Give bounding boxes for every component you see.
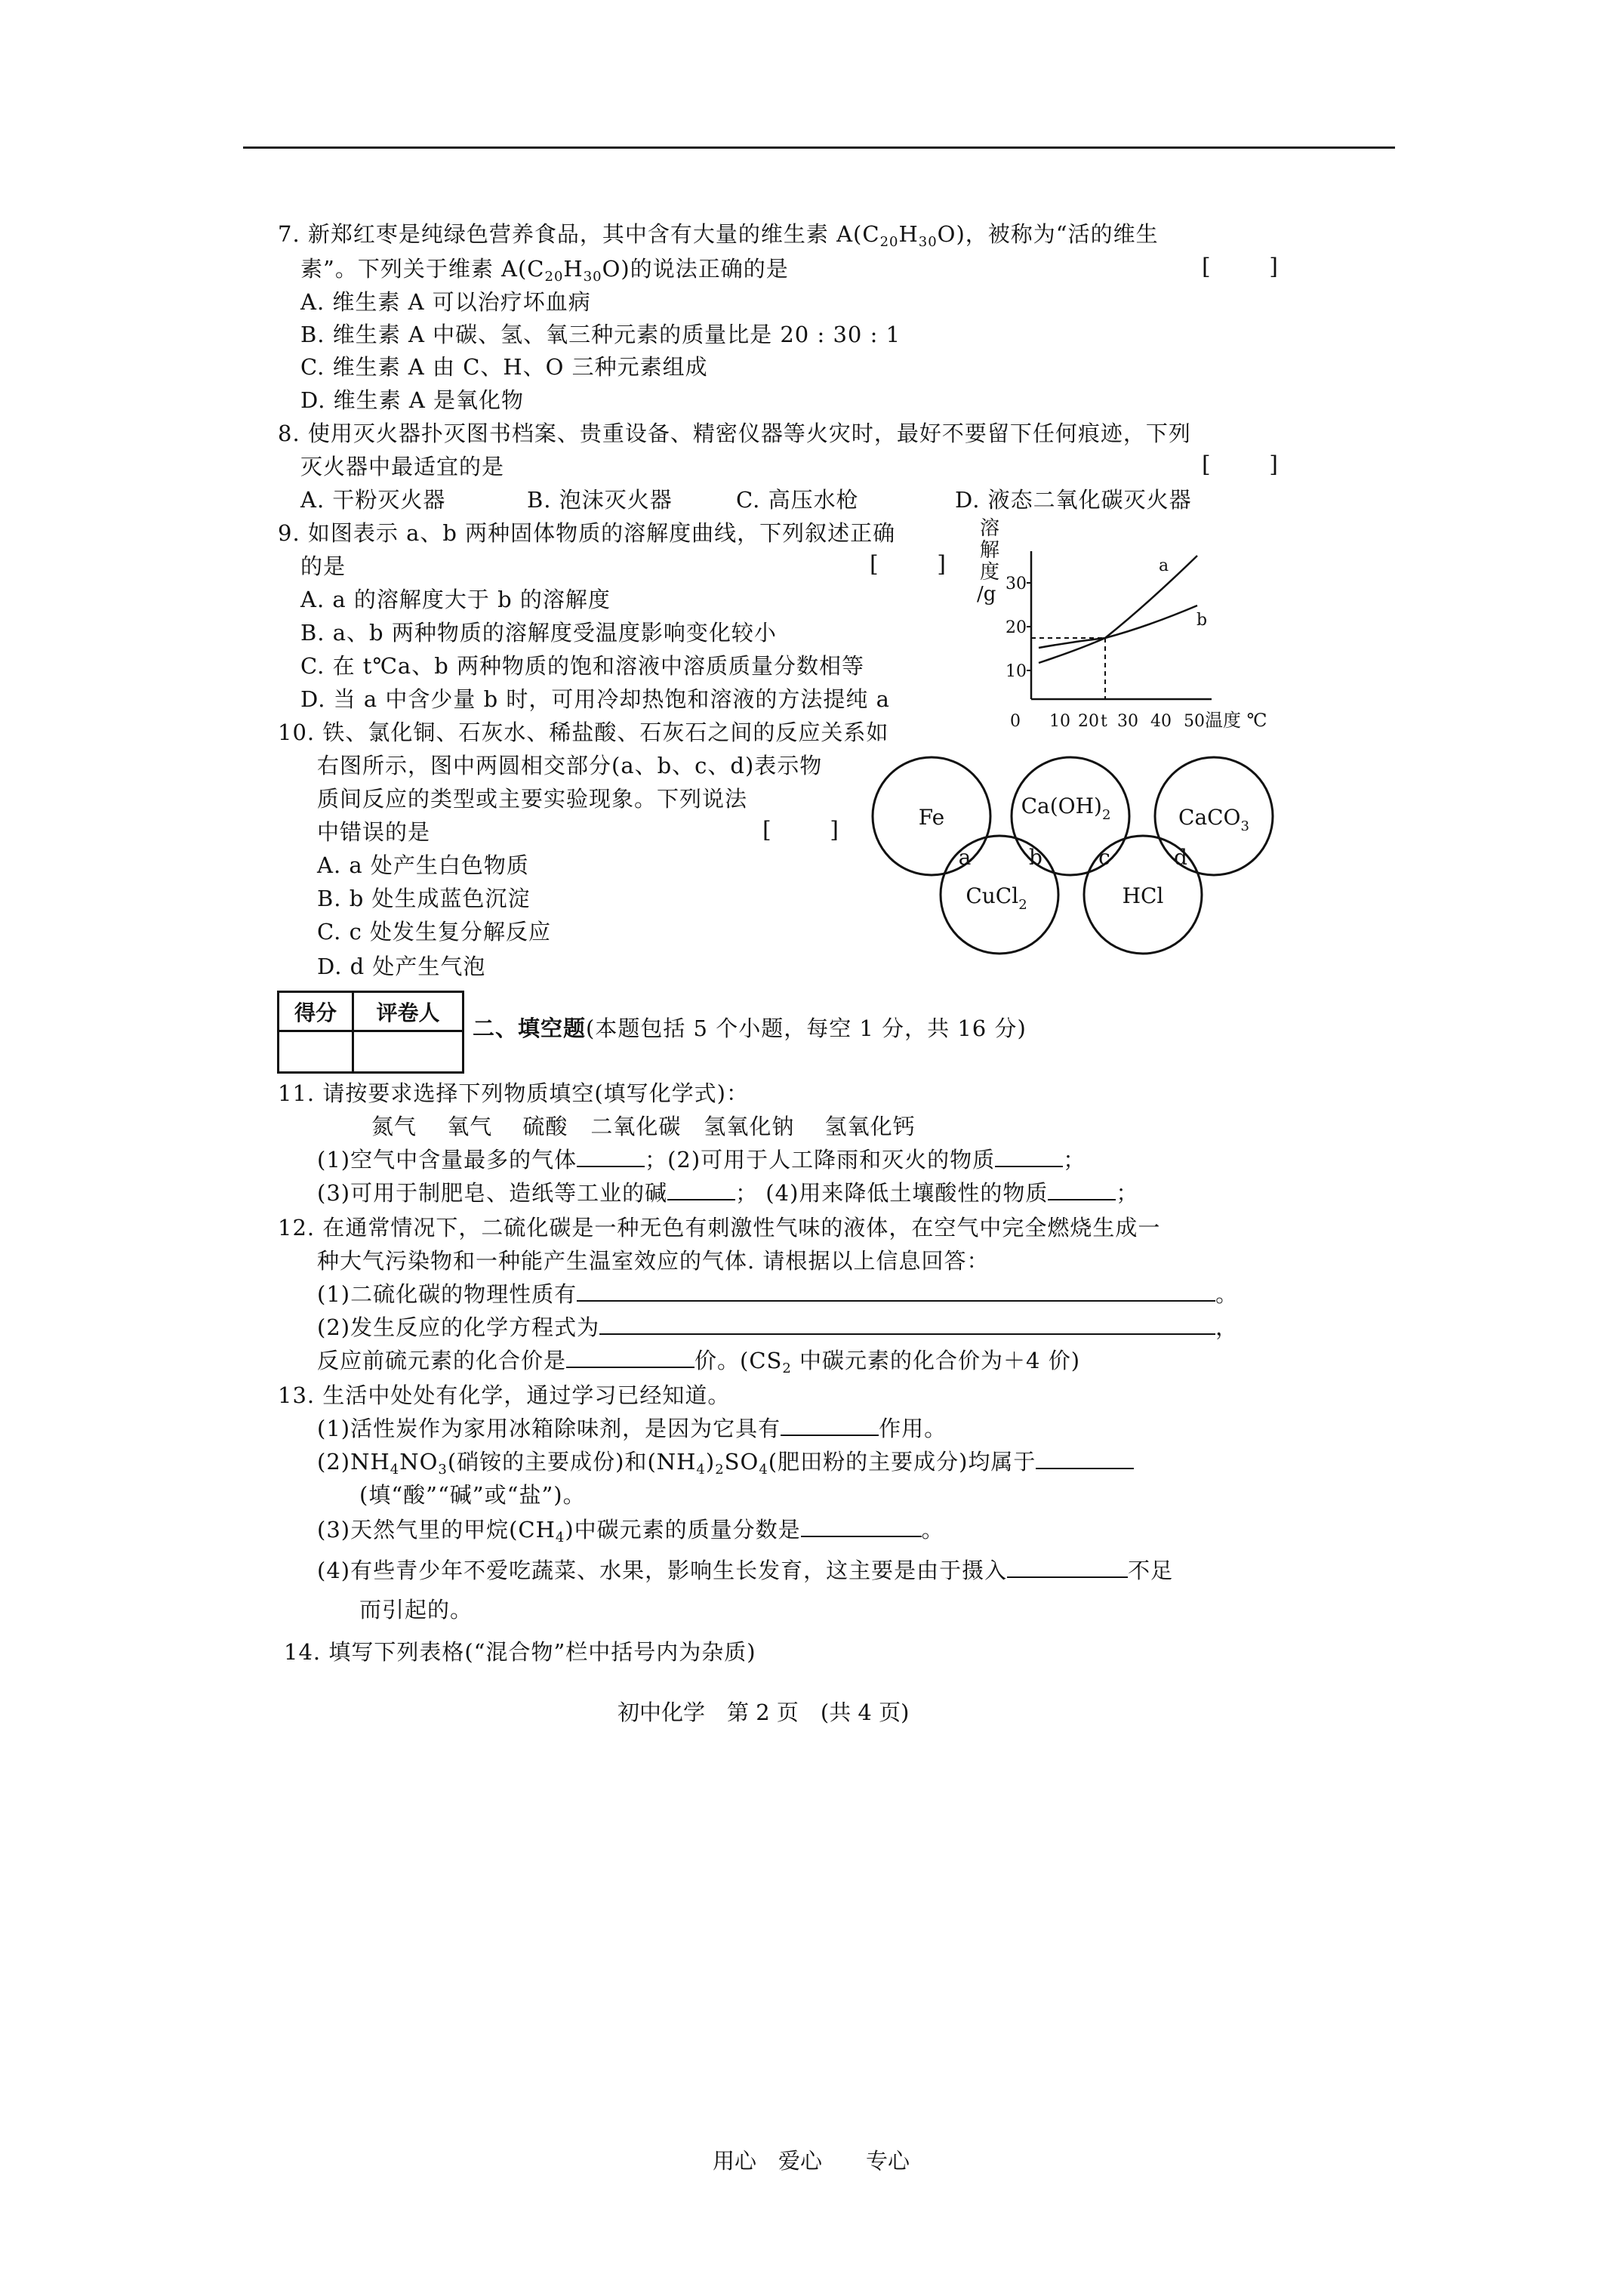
score-header: 得分 [279,992,353,1031]
q7-stem-line2: 素”。下列关于维素 $A(C_{20}H_{30}O)$的说法正确的是 [300,256,789,285]
q8-option-d: D. 液态二氧化碳灭火器 [955,487,1192,513]
label-region-b: b [1029,845,1042,870]
q13-stem: 13. 生活中处处有化学，通过学习已经知道。 [278,1382,731,1408]
graph-xtick-label: 40 [1150,712,1172,731]
graph-xtick-label: 50 [1184,712,1205,731]
q7-stem-line1: 7. 新郑红枣是纯绿色营养食品，其中含有大量的维生素 $A(C_{20}H_{30}O)$，被称为“活的维生 [278,221,1159,250]
q9-stem-line2: 的是 [300,553,346,579]
q13-line3: (填“酸”“碱”或“盐”)。 [359,1482,586,1508]
q7-option-b: B. 维生素 A 中碳、氢、氧三种元素的质量比是 20 : 30 : 1 [300,322,901,347]
q8-option-c: C. 高压水枪 [736,487,859,513]
q7-option-a: A. 维生素 A 可以治疗坏血病 [300,289,591,315]
q14-stem: 14. 填写下列表格(“混合物”栏中括号内为杂质) [284,1639,756,1665]
graph-curve-b-label: b [1196,611,1208,630]
label-cucl2: CuCl$_2$ [965,883,1027,913]
q10-answer-bracket[interactable]: [ ] [762,817,864,843]
q12-line3: 反应前硫元素的化合价是 价。($CS_2$ 中碳元素的化合价为＋4 价) [317,1348,1081,1376]
graph-xtick-label: 20 [1078,712,1099,731]
graph-ylabel-char-4: /g [977,583,996,606]
q13-line1: (1)活性炭作为家用冰箱除味剂，是因为它具有 作用。 [317,1416,947,1441]
q12-line2: (2)发生反应的化学方程式为 ， [317,1314,1239,1340]
q12-stem-line1: 12. 在通常情况下，二硫化碳是一种无色有刺激性气味的液体，在空气中完全燃烧生成一 [278,1215,1161,1240]
q9-option-d: D. 当 a 中含少量 b 时，可用冷却热饱和溶液的方法提纯 a [300,686,890,712]
q10-option-d: D. d 处产生气泡 [317,954,486,979]
q13-blank-3[interactable] [801,1518,922,1537]
score-box [277,991,464,1074]
q9-answer-bracket[interactable]: [ ] [870,551,972,578]
q8-answer-bracket[interactable]: [ ] [1202,451,1304,478]
q13-line5: (4)有些青少年不爱吃蔬菜、水果，影响生长发育，这主要是由于摄入 不足 [317,1558,1174,1583]
q13-blank-1[interactable] [781,1416,879,1436]
q7-option-d: D. 维生素 A 是氧化物 [300,387,525,413]
q10-stem-line3: 质间反应的类型或主要实验现象。下列说法 [317,786,748,812]
graph-xtick-label: 30 [1117,712,1138,731]
q10-option-a: A. a 处产生白色物质 [317,852,529,878]
q10-option-c: C. c 处发生复分解反应 [317,919,552,945]
q8-option-b: B. 泡沫灭火器 [527,487,673,513]
label-hcl: HCl [1122,883,1164,908]
label-caco3: CaCO$_3$ [1178,805,1249,834]
graph-ylabel-char-3: 度 [980,561,1000,584]
label-region-a: a [958,845,972,870]
q11-blank-4[interactable] [1048,1181,1116,1200]
graph-ytick-label: 20 [1006,618,1027,637]
graph-xlabel: 温度 ℃ [1205,710,1267,731]
graph-curve-a-label: a [1159,556,1169,575]
q12-blank-equation[interactable] [599,1315,1215,1335]
reaction-circle-diagram [868,744,1291,963]
q8-option-a: A. 干粉灭火器 [300,487,446,513]
q13-blank-4[interactable] [1007,1558,1128,1578]
q10-stem-line2: 右图所示，图中两圆相交部分(a、b、c、d)表示物 [317,753,823,778]
score-cell[interactable] [279,1031,353,1073]
motto-footer: 用心 爱心 专心 [713,2148,910,2174]
graph-xtick-label: t [1101,712,1107,731]
graph-ylabel-char-1: 溶 [980,517,1000,540]
q7-option-c: C. 维生素 A 由 C、H、O 三种元素组成 [300,354,708,380]
q11-blank-1[interactable] [577,1148,645,1167]
label-fe: Fe [918,805,945,830]
q13-line6: 而引起的。 [359,1597,473,1623]
label-region-c: c [1098,845,1110,870]
graph-ytick-label: 10 [1006,662,1027,681]
page-footer: 初中化学 第 2 页 (共 4 页) [617,1700,910,1725]
q10-stem-line4: 中错误的是 [317,819,431,845]
q12-stem-line2: 种大气污染物和一种能产生温室效应的气体. 请根据以上信息回答： [317,1248,990,1274]
q8-stem-line2: 灭火器中最适宜的是 [300,454,505,479]
q9-option-c: C. 在 t℃a、b 两种物质的饱和溶液中溶质质量分数相等 [300,653,864,679]
q12-blank-valence[interactable] [566,1348,694,1368]
q11-blank-3[interactable] [667,1181,735,1200]
graph-xtick-label: 10 [1049,712,1070,731]
q11-stem: 11. 请按要求选择下列物质填空(填写化学式)： [278,1080,749,1106]
q10-option-b: B. b 处生成蓝色沉淀 [317,886,531,911]
q13-line2: $(2)NH_4NO_3$(硝铵的主要成份)和$(NH_4)_2SO_4$(肥田粉的主要成分)均属于 [317,1448,1134,1484]
graph-ytick-label: 30 [1006,575,1027,593]
solubility-graph [966,513,1291,740]
q13-line4: (3)天然气里的甲烷$(CH_4)$中碳元素的质量分数是 。 [317,1517,944,1546]
q9-option-b: B. a、b 两种物质的溶解度受温度影响变化较小 [300,620,777,646]
q8-stem-line1: 8. 使用灭火器扑灭图书档案、贵重设备、精密仪器等火灾时，最好不要留下任何痕迹，下列 [278,421,1191,446]
q12-line1: (1)二硫化碳的物理性质有 。 [317,1281,1239,1307]
section-2-heading: 二、填空题(本题包括 5 个小题，每空 1 分，共 16 分) [473,1015,1027,1041]
q11-line1: (1)空气中含量最多的气体 ；(2)可用于人工降雨和灭火的物质 ； [317,1147,1086,1173]
label-caoh2: $Ca(OH)_2$ [1021,794,1111,823]
grader-header: 评卷人 [353,992,463,1031]
grader-cell[interactable] [353,1031,463,1073]
graph-curve-a [1039,556,1197,663]
graph-ylabel-char-2: 解 [980,539,1000,562]
q12-blank-properties[interactable] [577,1282,1215,1302]
q7-answer-bracket[interactable]: [ ] [1202,254,1304,280]
q13-blank-2[interactable] [1036,1450,1134,1469]
q10-stem-line1: 10. 铁、氯化铜、石灰水、稀盐酸、石灰石之间的反应关系如 [278,720,889,745]
top-rule [243,146,1395,149]
q11-line2: (3)可用于制肥皂、造纸等工业的碱 ； (4)用来降低土壤酸性的物质 ； [317,1180,1139,1206]
q11-blank-2[interactable] [995,1148,1063,1167]
graph-xtick-label: 0 [1010,712,1021,731]
q11-substance-list: 氮气 氧气 硫酸 二氧化碳 氢氧化钠 氢氧化钙 [371,1114,916,1139]
q9-option-a: A. a 的溶解度大于 b 的溶解度 [300,587,611,612]
q9-stem-line1: 9. 如图表示 a、b 两种固体物质的溶解度曲线，下列叙述正确 [278,520,896,546]
label-region-d: d [1174,845,1187,870]
